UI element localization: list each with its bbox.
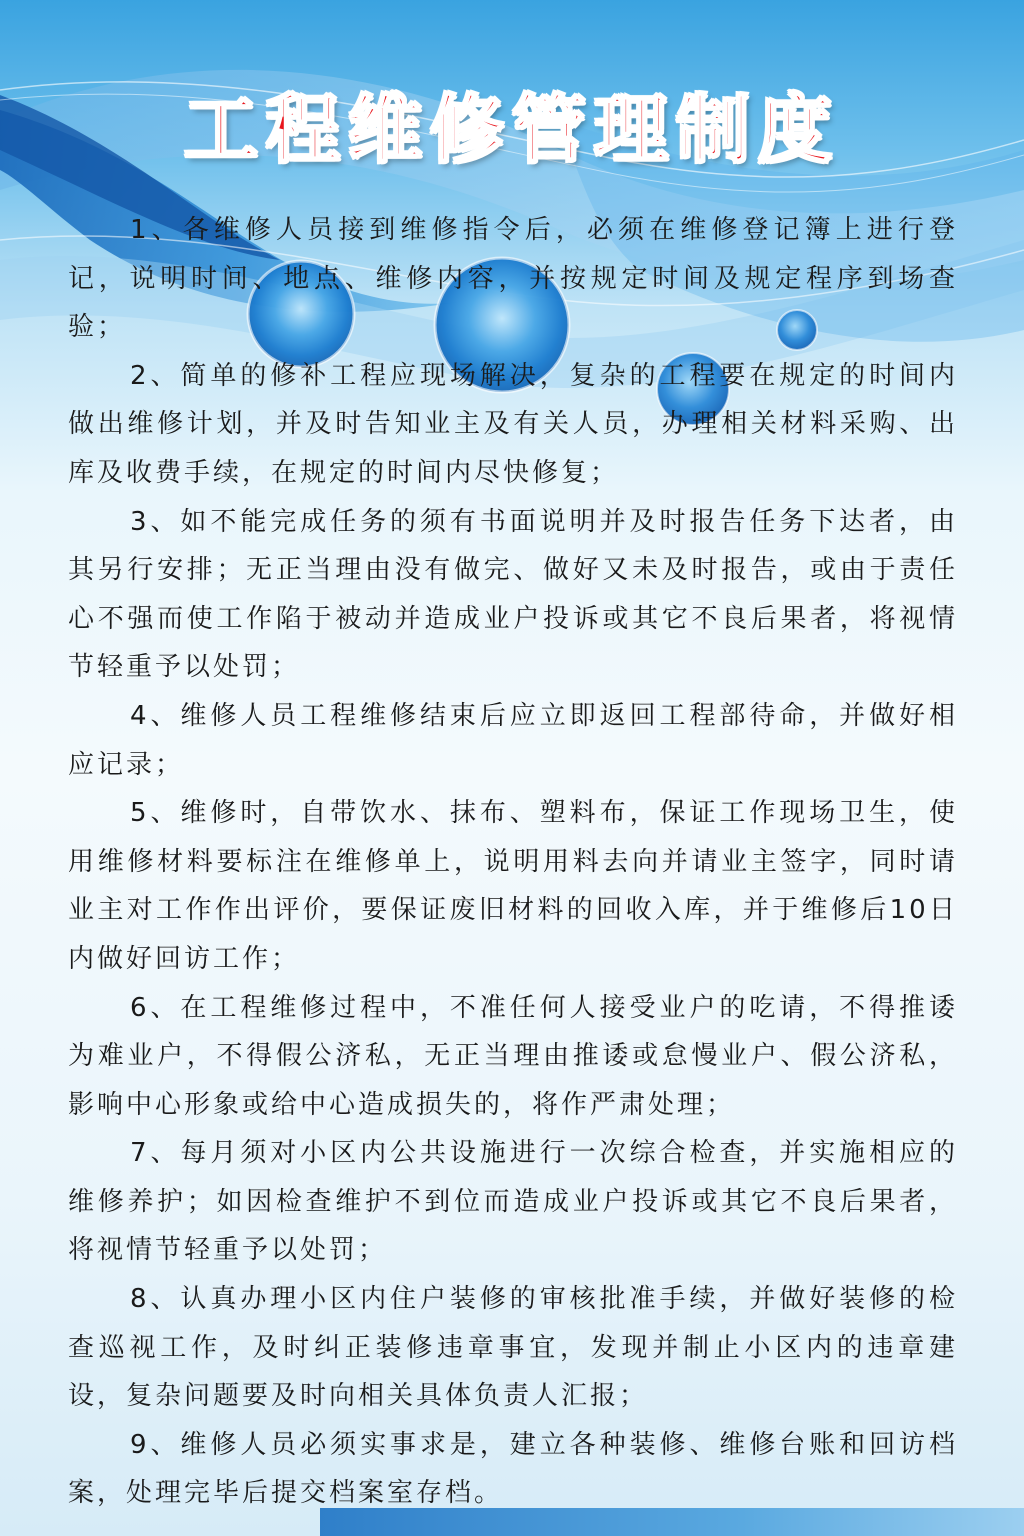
rule-item-3: 3、如不能完成任务的须有书面说明并及时报告任务下达者，由其另行安排；无正当理由没有做完、做好又未及时报告，或由于责任心不强而使工作陷于被动并造成业户投诉或其它不良后果者，将视情节轻重予以处罚；: [68, 506, 958, 683]
rule-item-2: 2、简单的修补工程应现场解决，复杂的工程要在规定的时间内做出维修计划，并及时告知业主及有关人员，办理相关材料采购、出库及收费手续，在规定的时间内尽快修复；: [68, 360, 958, 488]
rule-item-9: 9、维修人员必须实事求是，建立各种装修、维修台账和回访档案，处理完毕后提交档案室存档。: [68, 1429, 958, 1509]
rule-item-7: 7、每月须对小区内公共设施进行一次综合检查，并实施相应的维修养护；如因检查维护不到位而造成业户投诉或其它不良后果者，将视情节轻重予以处罚；: [68, 1138, 958, 1266]
rule-item-4: 4、维修人员工程维修结束后应立即返回工程部待命，并做好相应记录；: [68, 700, 958, 780]
rule-item-6: 6、在工程维修过程中，不准任何人接受业户的吃请，不得推诿为难业户，不得假公济私，无正当理由推诿或怠慢业户、假公济私，影响中心形象或给中心造成损失的，将作严肃处理；: [68, 992, 958, 1120]
rule-item-8: 8、认真办理小区内住户装修的审核批准手续，并做好装修的检查巡视工作，及时纠正装修违章事宜，发现并制止小区内的违章建设，复杂问题要及时向相关具体负责人汇报；: [68, 1284, 958, 1412]
rule-item-1: 1、各维修人员接到维修指令后，必须在维修登记簿上进行登记，说明时间、地点、维修内容，并按规定时间及规定程序到场查验；: [68, 215, 958, 343]
rule-item-5: 5、维修时，自带饮水、抹布、塑料布，保证工作现场卫生，使用维修材料要标注在维修单上，说明用料去向并请业主签字，同时请业主对工作作出评价，要保证废旧材料的回收入库，并于维修后10日内做好回访工作；: [68, 798, 958, 974]
bottom-accent-bar: [320, 1508, 1024, 1536]
rules-list: [68, 206, 958, 1518]
poster-title: 工程维修管理制度: [184, 87, 840, 173]
